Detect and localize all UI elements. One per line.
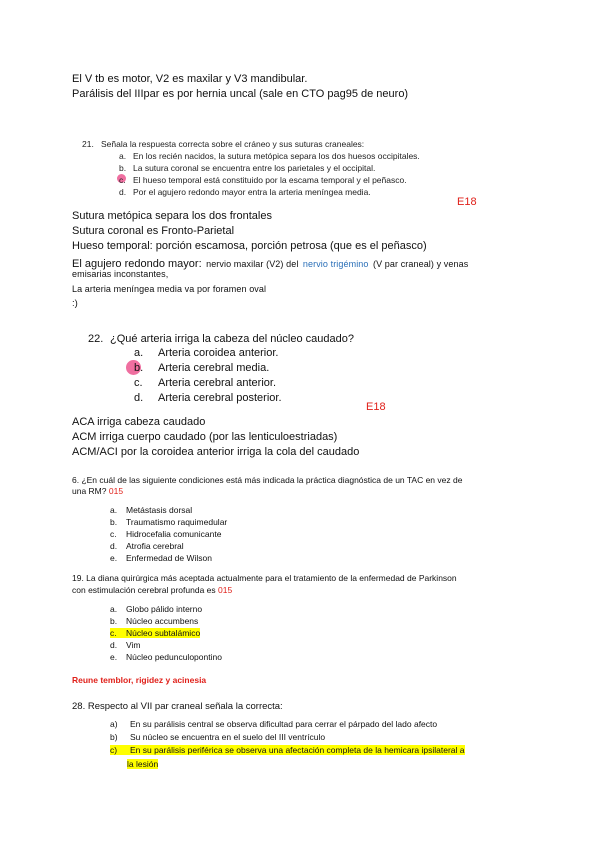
option-letter: a.: [110, 604, 118, 614]
option-text-highlighted: En su parálisis periférica se observa una afectación completa de la hemicara ipsilateral a: [130, 745, 465, 755]
option-letter: c.: [134, 377, 143, 389]
q19-note: Reune temblor, rigidez y acinesia: [72, 675, 207, 685]
q21-meningea: La arteria meníngea media va por foramen oval: [72, 284, 267, 294]
q6-option-a: [110, 505, 192, 515]
option-text: Vim: [126, 640, 141, 650]
option-letter: d.: [110, 541, 118, 551]
q19-tag: 015: [218, 585, 233, 595]
q22-number: 22.: [88, 333, 104, 345]
q19-option-c: [110, 628, 200, 638]
q28-question: 28. Respecto al VII par craneal señala la correcta:: [72, 701, 283, 712]
option-text: Atrofia cerebral: [126, 541, 184, 551]
q22-option-c: [134, 377, 276, 389]
q28-option-c-line-2: [127, 759, 158, 769]
option-text: Enfermedad de Wilson: [126, 553, 212, 563]
q22-explanation-3: ACM/ACI por la coroidea anterior irriga la cola del caudado: [72, 446, 360, 458]
q19-line-2-text: con estimulación cerebral profunda es: [72, 585, 216, 595]
option-text: Metástasis dorsal: [126, 505, 193, 515]
q28-option-b: [110, 732, 325, 742]
option-text-highlighted: la lesión: [127, 759, 159, 769]
option-letter: e.: [110, 652, 118, 662]
option-text-highlighted: Núcleo subtalámico: [126, 628, 201, 638]
option-letter: d.: [134, 392, 144, 404]
q19-option-a: [110, 604, 202, 614]
option-letter: b.: [110, 616, 118, 626]
option-letter: a.: [119, 151, 127, 161]
q19-line-2: [72, 585, 232, 595]
option-letter: c.: [110, 529, 117, 539]
q21-tag: E18: [457, 196, 477, 208]
option-letter: b.: [134, 362, 144, 374]
q21-option-d: [119, 187, 371, 197]
q28-option-c: [110, 745, 465, 755]
option-text: En su parálisis central se observa dificultad para cerrar el párpado del lado afecto: [130, 719, 438, 729]
q22-explanation-2: ACM irriga cuerpo caudado (por las lenticuloestriadas): [72, 431, 338, 443]
note-line-1: El V tb es motor, V2 es maxilar y V3 mandibular.: [72, 73, 308, 85]
option-letter: d.: [110, 640, 118, 650]
option-text: Arteria coroidea anterior.: [158, 347, 279, 359]
option-text: Arteria cerebral media.: [158, 362, 270, 374]
option-letter: c.: [119, 175, 126, 185]
q28-option-a: [110, 719, 437, 729]
q19-option-b: [110, 616, 198, 626]
option-letter: b.: [110, 517, 118, 527]
option-text: Núcleo pedunculopontino: [126, 652, 222, 662]
q21-option-b: [119, 163, 375, 173]
q22-tag: E18: [366, 401, 386, 413]
q6-line-2: [72, 486, 123, 496]
option-text: El hueso temporal está constituido por la escama temporal y el peñasco.: [133, 175, 407, 185]
q22-explanation-1: ACA irriga cabeza caudado: [72, 416, 206, 428]
q6-option-b: [110, 517, 227, 527]
q6-line-2-text: una RM?: [72, 486, 107, 496]
option-text: Núcleo accumbens: [126, 616, 199, 626]
agujero-text-2: (V par craneal) y venas: [372, 259, 469, 269]
q22-question: ¿Qué arteria irriga la cabeza del núcleo caudado?: [110, 333, 354, 345]
q21-explanation-1: Sutura metópica separa los dos frontales: [72, 210, 272, 222]
option-letter: a.: [134, 347, 144, 359]
q6-option-d: [110, 541, 184, 551]
trigemino-link[interactable]: nervio trigémino: [302, 259, 369, 269]
agujero-text-1: nervio maxilar (V2) del: [206, 259, 299, 269]
q19-option-d: [110, 640, 141, 650]
option-text: En los recién nacidos, la sutura metópica separa los dos huesos occipitales.: [133, 151, 420, 161]
q19-option-e: [110, 652, 222, 662]
option-text: Arteria cerebral posterior.: [158, 392, 282, 404]
option-text: Arteria cerebral anterior.: [158, 377, 276, 389]
q6-option-e: [110, 553, 212, 563]
option-text: La sutura coronal se encuentra entre los parietales y el occipital.: [133, 163, 376, 173]
option-text: Por el agujero redondo mayor entra la arteria meníngea media.: [133, 187, 371, 197]
q6-line-1: 6. ¿En cuál de las siguiente condiciones está más indicada la práctica diagnóstica de un TAC en vez de: [72, 475, 463, 485]
q22-option-a: [134, 347, 278, 359]
option-letter: d.: [119, 187, 127, 197]
q21-option-a: [119, 151, 420, 161]
option-letter: e.: [110, 553, 118, 563]
option-letter: c.: [110, 628, 117, 638]
option-letter: b): [110, 732, 118, 742]
option-text: Hidrocefalia comunicante: [126, 529, 222, 539]
option-text: Su núcleo se encuentra en el suelo del III ventrículo: [130, 732, 326, 742]
q21-option-c: [119, 175, 407, 185]
q21-smiley: :): [72, 298, 78, 309]
option-text: Traumatismo raquimedular: [126, 517, 228, 527]
q22-option-b: [134, 362, 269, 374]
option-letter: a.: [110, 505, 118, 515]
q6-option-c: [110, 529, 221, 539]
option-letter: a): [110, 719, 118, 729]
q22-option-d: [134, 392, 282, 404]
q6-tag: 015: [108, 486, 124, 496]
q19-line-1: 19. La diana quirúrgica más aceptada actualmente para el tratamiento de la enfermedad de Parkinson: [72, 573, 457, 583]
q21-number: 21.: [82, 139, 94, 149]
note-line-2: Parálisis del IIIpar es por hernia uncal (sale en CTO pag95 de neuro): [72, 88, 409, 100]
option-letter: b.: [119, 163, 127, 173]
option-letter: c): [110, 745, 118, 755]
option-text: Globo pálido interno: [126, 604, 203, 614]
q21-question: Señala la respuesta correcta sobre el cráneo y sus suturas craneales:: [101, 139, 365, 149]
q21-explanation-2: Sutura coronal es Fronto-Parietal: [72, 225, 235, 237]
agujero-prefix: El agujero redondo mayor:: [72, 258, 202, 270]
q21-agujero-line-2: emisarias inconstantes,: [72, 269, 169, 279]
q21-explanation-3: Hueso temporal: porción escamosa, porción petrosa (que es el peñasco): [72, 240, 427, 252]
